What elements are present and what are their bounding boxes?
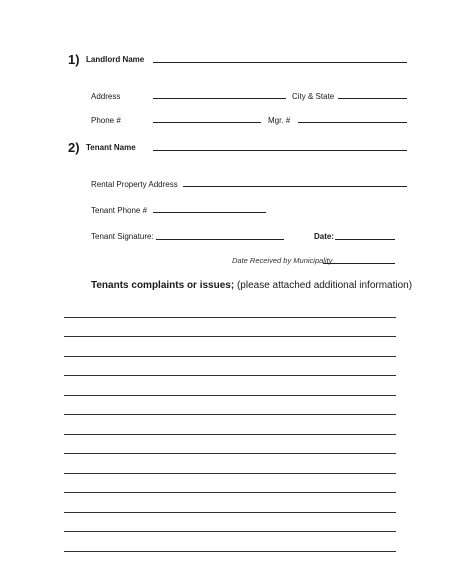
tenant-signature-label: Tenant Signature: bbox=[91, 232, 154, 241]
rental-address-field[interactable] bbox=[183, 186, 407, 187]
tenant-name-field[interactable] bbox=[153, 150, 407, 151]
date-label: Date: bbox=[314, 232, 335, 241]
complaint-line[interactable] bbox=[64, 512, 396, 513]
tenant-phone-field[interactable] bbox=[153, 212, 266, 213]
tenant-signature-field[interactable] bbox=[156, 239, 284, 240]
mgr-field[interactable] bbox=[298, 122, 407, 123]
complaints-heading-note: (please attached additional information) bbox=[236, 280, 413, 291]
mgr-label: Mgr. # bbox=[268, 116, 291, 125]
rental-address-label: Rental Property Address bbox=[91, 180, 178, 189]
section-2-number: 2) bbox=[68, 140, 80, 155]
complaint-line[interactable] bbox=[64, 551, 396, 552]
tenant-phone-label: Tenant Phone # bbox=[91, 206, 148, 215]
tenant-name-label: Tenant Name bbox=[86, 143, 136, 152]
landlord-name-field[interactable] bbox=[153, 62, 407, 63]
landlord-name-label: Landlord Name bbox=[86, 55, 145, 64]
landlord-phone-label: Phone # bbox=[91, 116, 121, 125]
complaint-line[interactable] bbox=[64, 434, 396, 435]
section-1-number: 1) bbox=[68, 52, 80, 67]
complaint-line[interactable] bbox=[64, 317, 396, 318]
complaint-line[interactable] bbox=[64, 395, 396, 396]
complaints-heading-bold: Tenants complaints or issues; bbox=[91, 280, 235, 291]
complaint-line[interactable] bbox=[64, 414, 396, 415]
complaint-line[interactable] bbox=[64, 356, 396, 357]
landlord-phone-field[interactable] bbox=[153, 122, 261, 123]
complaint-line[interactable] bbox=[64, 531, 396, 532]
address-field[interactable] bbox=[153, 98, 286, 99]
date-field[interactable] bbox=[335, 239, 395, 240]
complaint-line[interactable] bbox=[64, 453, 396, 454]
date-received-label: Date Received by Municipality bbox=[232, 256, 333, 265]
complaint-line[interactable] bbox=[64, 492, 396, 493]
date-received-field[interactable] bbox=[323, 263, 395, 264]
city-state-label: City & State bbox=[292, 92, 335, 101]
complaint-line[interactable] bbox=[64, 473, 396, 474]
complaints-heading bbox=[91, 280, 412, 291]
address-label: Address bbox=[91, 92, 121, 101]
complaint-line[interactable] bbox=[64, 375, 396, 376]
city-state-field[interactable] bbox=[338, 98, 407, 99]
complaint-line[interactable] bbox=[64, 336, 396, 337]
